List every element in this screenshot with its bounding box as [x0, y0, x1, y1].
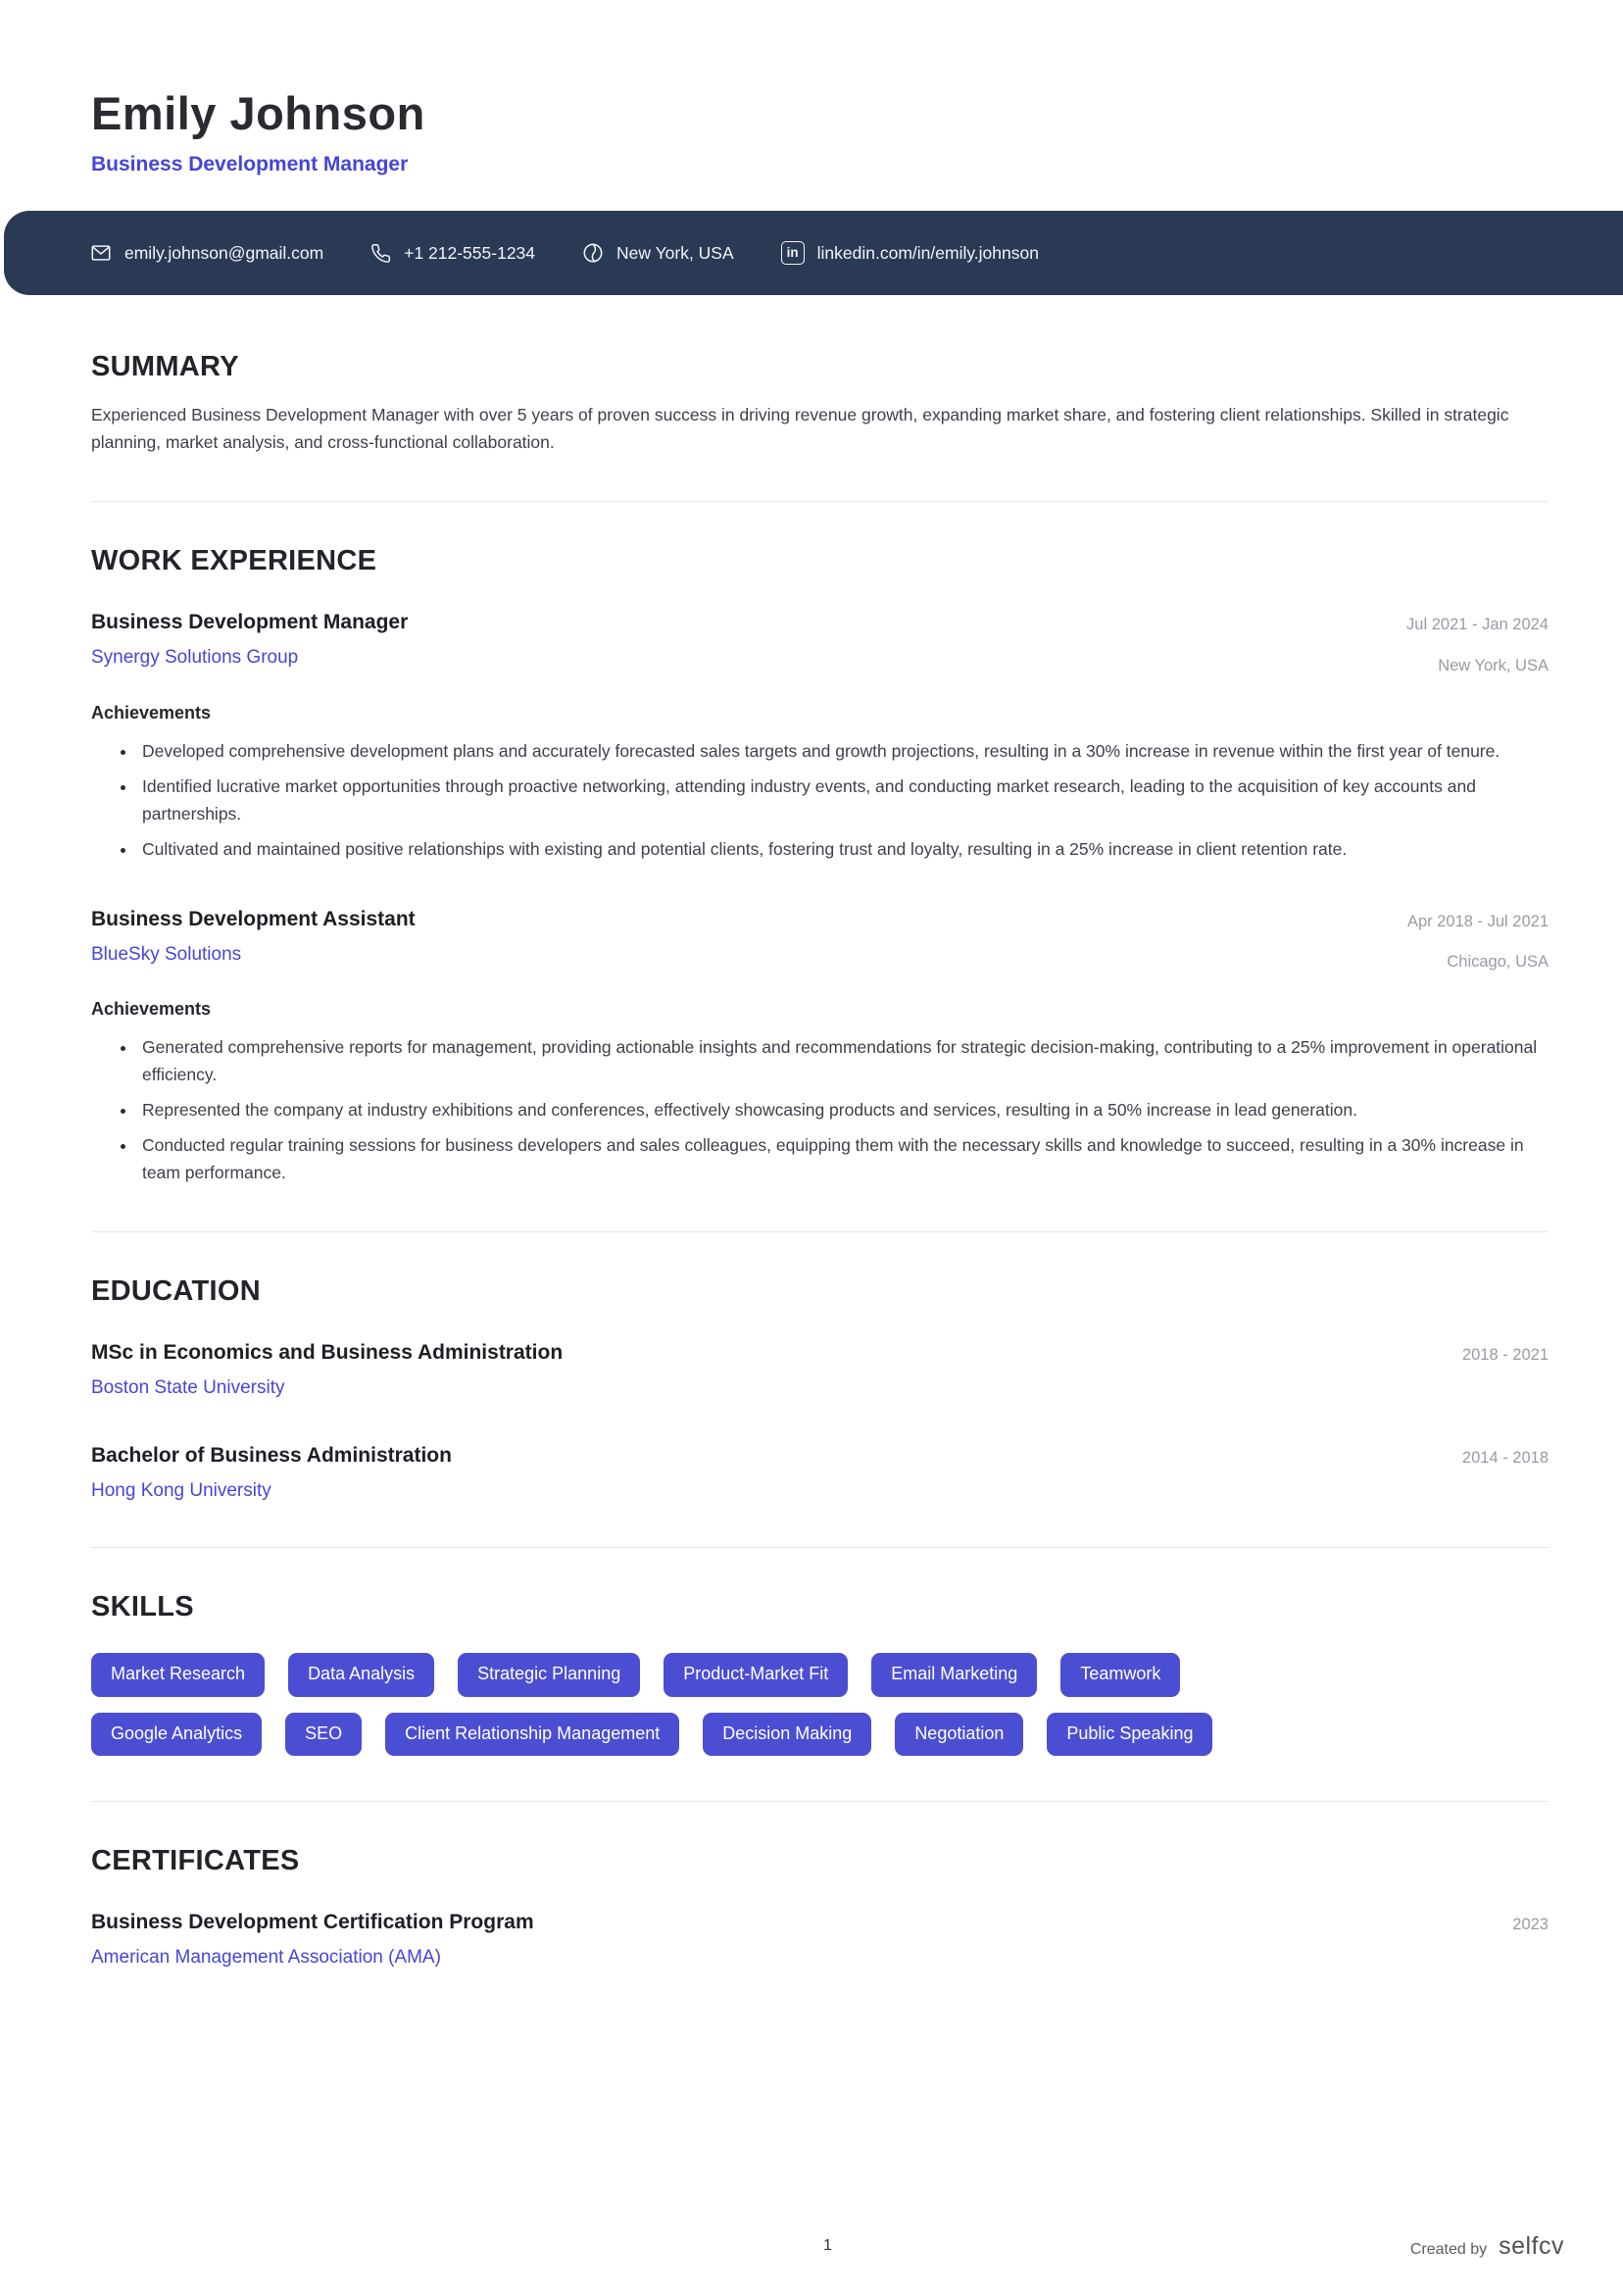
- skills-row: [91, 1653, 1549, 1697]
- education-entry: [91, 1444, 1549, 1502]
- contact-email[interactable]: [90, 242, 323, 264]
- job-entry-meta: [1406, 611, 1549, 676]
- achievements-label: Achievements: [91, 999, 212, 1020]
- skill-badge: Product-Market Fit: [664, 1653, 848, 1697]
- section-divider: [91, 1801, 1549, 1802]
- education-entry-meta: [1462, 1444, 1549, 1469]
- achievement-item: • Cultivated and maintained positive relationships with existing and potential clients, fostering trust and loyalty, resulting in a 25% increase in client retention rate.: [137, 835, 1539, 863]
- contact-linkedin[interactable]: [781, 241, 1039, 265]
- skill-badge: Decision Making: [703, 1713, 871, 1757]
- skill-badge: Strategic Planning: [458, 1653, 640, 1697]
- envelope-icon: [90, 242, 112, 264]
- job-dates: Jul 2021 - Jan 2024: [1406, 616, 1549, 633]
- education-entry-left: [91, 1341, 563, 1399]
- certificate-entry-left: [91, 1911, 534, 1969]
- certificates-section: [91, 1845, 1549, 1969]
- skill-badge: Data Analysis: [288, 1653, 434, 1697]
- skill-badge: Teamwork: [1060, 1653, 1180, 1697]
- job-entry-meta: [1407, 908, 1549, 973]
- person-job-title: Business Development Manager: [91, 153, 409, 175]
- certificate-dates: 2023: [1512, 1916, 1549, 1934]
- skill-badge: Negotiation: [895, 1713, 1023, 1757]
- achievement-item: • Conducted regular training sessions for business developers and sales colleagues, equipping them with the necessary skills and knowledge to succeed, resulting in a 30% increase in team performance.: [137, 1131, 1539, 1186]
- person-name: Emily Johnson: [91, 87, 425, 139]
- education-entry-meta: [1462, 1341, 1549, 1366]
- certificate-entry-meta: [1512, 1911, 1549, 1935]
- job-title: Business Development Manager: [91, 611, 409, 633]
- contact-bar: [4, 211, 1623, 295]
- certificate-org-link[interactable]: American Management Association (AMA): [91, 1947, 441, 1969]
- contact-phone[interactable]: [370, 243, 535, 264]
- achievement-item: • Represented the company at industry exhibitions and conferences, effectively showcasing products and services, resulting in a 50% increase in lead generation.: [137, 1096, 1539, 1123]
- degree-title: MSc in Economics and Business Administration: [91, 1341, 564, 1365]
- section-divider: [91, 1231, 1549, 1232]
- page-number: 1: [823, 2237, 832, 2254]
- achievement-item: • Generated comprehensive reports for management, providing actionable insights and recommendations for strategic decision-making, contributing to a 25% improvement in operational efficiency.: [137, 1033, 1539, 1088]
- phone-icon: [370, 243, 391, 264]
- school-link[interactable]: Boston State University: [91, 1377, 285, 1399]
- page-footer: [91, 2218, 1564, 2263]
- selfcv-logo[interactable]: selfcv: [1499, 2232, 1564, 2260]
- contact-location: [582, 242, 734, 264]
- education-entry: [91, 1341, 1549, 1399]
- work-experience-section: [91, 545, 1549, 1186]
- skill-badge: Email Marketing: [871, 1653, 1037, 1697]
- job-location: Chicago, USA: [1447, 953, 1549, 972]
- resume-body: [0, 295, 1623, 1969]
- job-location: New York, USA: [1438, 656, 1549, 674]
- achievement-item: • Identified lucrative market opportunities through proactive networking, attending industry events, and conducting market research, leading to the acquisition of key accounts and partnerships.: [137, 773, 1539, 827]
- education-entry-left: [91, 1444, 452, 1502]
- education-dates: 2018 - 2021: [1461, 1346, 1549, 1365]
- job-entry-head: [91, 908, 1549, 973]
- certificates-heading: CERTIFICATES: [91, 1845, 300, 1877]
- created-by-credit: [1410, 2232, 1564, 2261]
- achievement-item: • Developed comprehensive development plans and accurately forecasted sales targets and growth projections, resulting in a 30% increase in revenue within the first year of tenure.: [137, 737, 1539, 765]
- summary-text: Experienced Business Development Manager with over 5 years of proven success in driving revenue growth, expanding market share, and fostering client relationships. Skilled in strategic planning, market analysis, and cross-functional collaboration.: [91, 405, 1509, 452]
- contact-location-text: New York, USA: [616, 242, 734, 263]
- contact-email-text: emily.johnson@gmail.com: [124, 242, 324, 263]
- education-entry-head: [91, 1341, 1549, 1399]
- education-entry-head: [91, 1444, 1549, 1502]
- section-divider: [91, 501, 1549, 502]
- certificate-entry-head: [91, 1911, 1549, 1969]
- skill-badge: Market Research: [91, 1653, 265, 1697]
- job-dates: Apr 2018 - Jul 2021: [1406, 912, 1549, 930]
- contact-linkedin-text: linkedin.com/in/emily.johnson: [816, 242, 1039, 263]
- job-entry-left: [91, 908, 416, 966]
- skill-badge: Client Relationship Management: [385, 1713, 679, 1757]
- resume-header: [0, 0, 1623, 176]
- company-link[interactable]: BlueSky Solutions: [91, 943, 242, 965]
- certificate-entry: [91, 1911, 1549, 1969]
- credit-label: Created by: [1409, 2241, 1488, 2258]
- linkedin-icon: in: [781, 241, 805, 265]
- summary-heading: SUMMARY: [91, 351, 239, 382]
- skills-heading: SKILLS: [91, 1591, 194, 1623]
- education-heading: EDUCATION: [91, 1275, 261, 1308]
- education-section: [91, 1275, 1549, 1502]
- achievements-list: [91, 1033, 1549, 1186]
- job-entry-head: [91, 611, 1549, 676]
- education-dates: 2014 - 2018: [1461, 1449, 1549, 1468]
- work-experience-heading: WORK EXPERIENCE: [91, 545, 377, 576]
- summary-section: [91, 351, 1549, 456]
- achievements-list: [91, 737, 1549, 863]
- skill-badge: Public Speaking: [1047, 1713, 1212, 1757]
- job-entry: [91, 908, 1549, 1187]
- globe-icon: [582, 242, 604, 264]
- job-entry: [91, 611, 1549, 863]
- skill-badge: SEO: [285, 1713, 362, 1757]
- contact-phone-text: +1 212-555-1234: [404, 242, 536, 263]
- degree-title: Bachelor of Business Administration: [91, 1444, 452, 1468]
- achievements-label: Achievements: [91, 702, 212, 723]
- section-divider: [91, 1547, 1549, 1548]
- company-link[interactable]: Synergy Solutions Group: [91, 647, 299, 668]
- skill-badge: Google Analytics: [91, 1713, 262, 1757]
- school-link[interactable]: Hong Kong University: [91, 1480, 271, 1502]
- job-entry-left: [91, 611, 408, 669]
- skills-row: [91, 1713, 1549, 1757]
- skills-badges: [91, 1653, 1549, 1756]
- job-title: Business Development Assistant: [91, 907, 416, 930]
- certificate-title: Business Development Certification Program: [91, 1911, 534, 1934]
- skills-section: [91, 1591, 1549, 1756]
